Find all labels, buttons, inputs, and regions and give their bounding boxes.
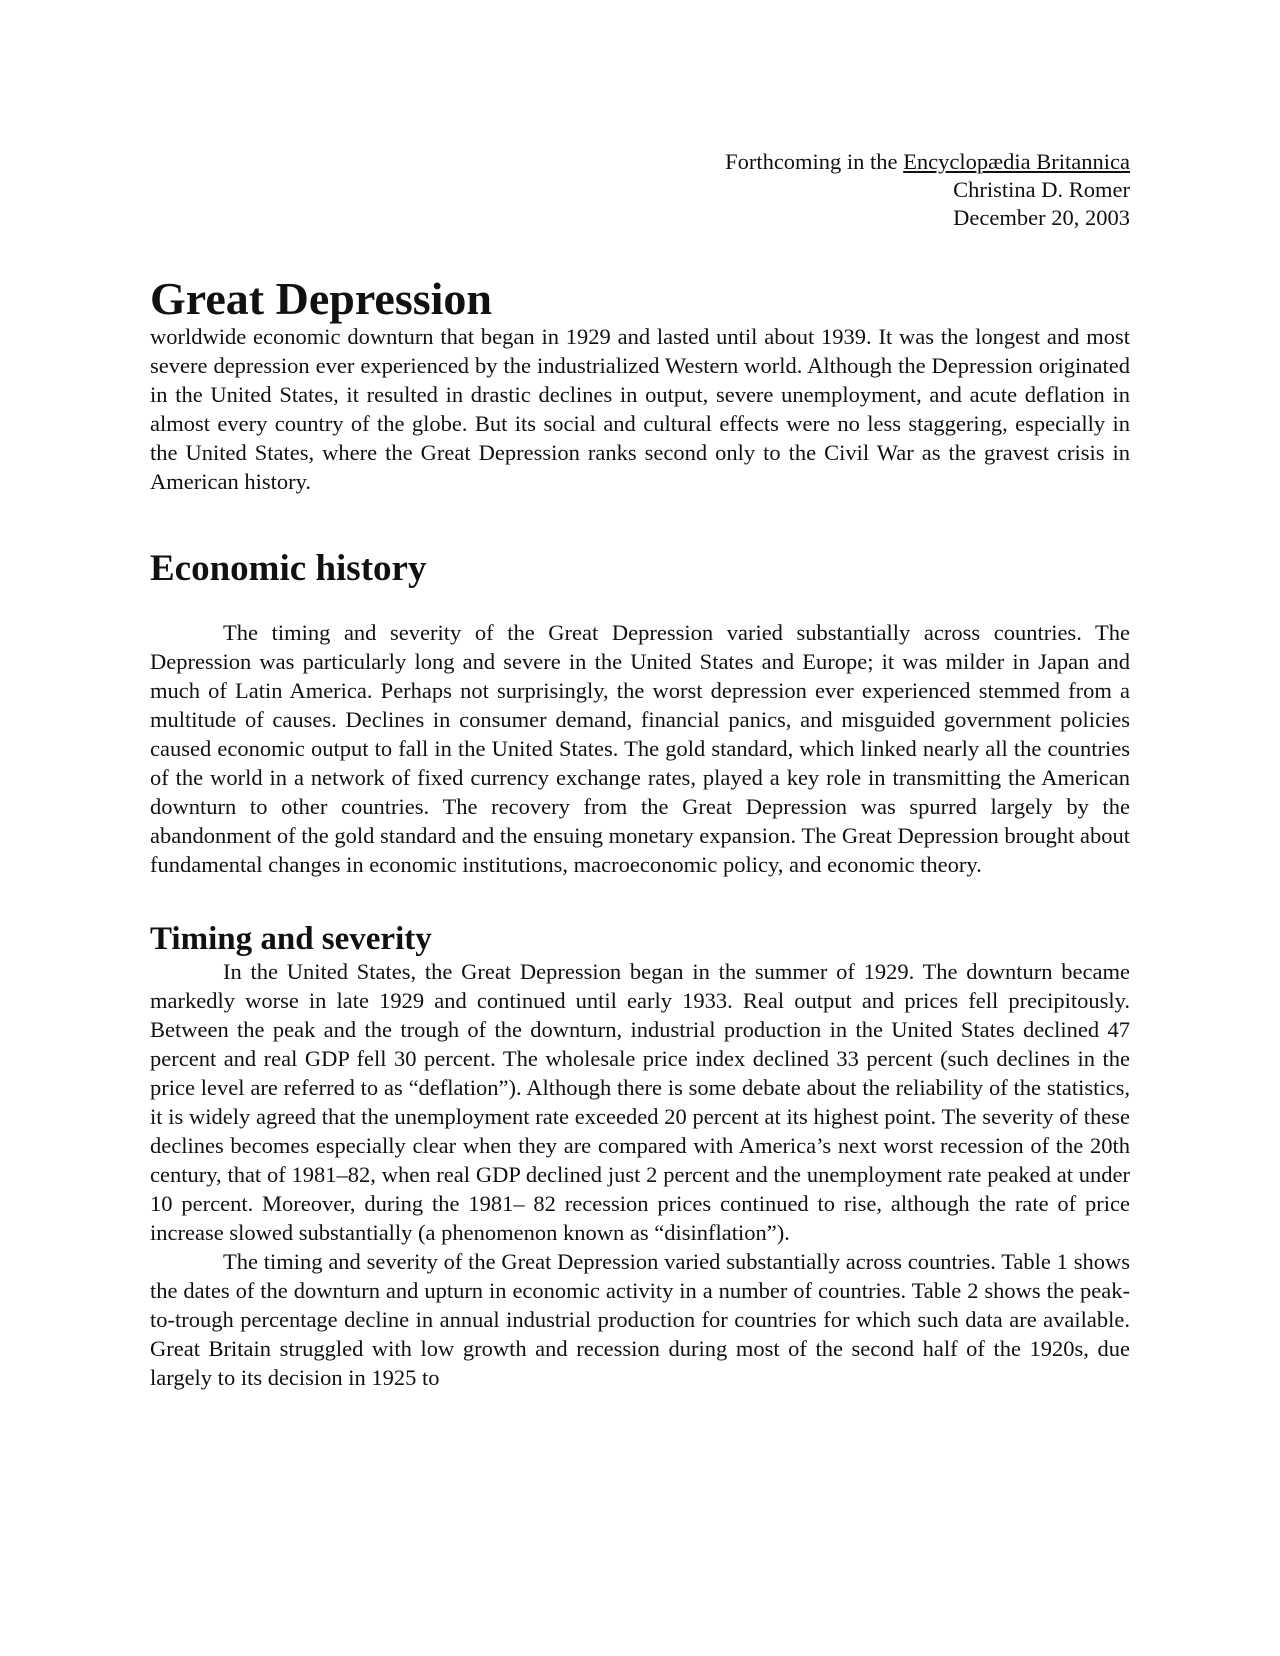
publication-prefix: Forthcoming in the [725, 149, 904, 174]
publication-header [150, 148, 1130, 232]
author-name: Christina D. Romer [953, 177, 1130, 202]
section-heading-timing-and-severity: Timing and severity [150, 921, 432, 957]
document-title: Great Depression [150, 273, 492, 324]
timing-paragraph-1: In the United States, the Great Depression began in the summer of 1929. The downturn became markedly worse in late 1929 and continued until early 1933. Real output and prices fell precipitously. Between the peak and the trough of the downturn, industrial production in the United States declined 47 percent and real GDP fell 30 percent. The wholesale price index declined 33 percent (such declines in the price level are referred to as “deflation”). Although there is some debate about the reliability of the statistics, it is widely agreed that the unemployment rate exceeded 20 percent at its highest point. The severity of these declines becomes especially clear when they are compared with America’s next worst recession of the 20th century, that of 1981–82, when real GDP declined just 2 percent and the unemployment rate peaked at under 10 percent. Moreover, during the 1981– 82 recession prices continued to rise, although the rate of price increase slowed substantially (a phenomenon known as “disinflation”). [150, 959, 1130, 1245]
publication-date: December 20, 2003 [953, 205, 1130, 230]
timing-paragraph-2: The timing and severity of the Great Depression varied substantially across countries. Table 1 shows the dates of the downturn and upturn in economic activity in a number of countries. Table 2 shows the peak-to-trough percentage decline in annual industrial production for countries for which such data are available. Great Britain struggled with low growth and recession during most of the second half of the 1920s, due largely to its decision in 1925 to [150, 1249, 1130, 1390]
intro-paragraph: worldwide economic downturn that began in 1929 and lasted until about 1939. It was the longest and most severe depression ever experienced by the industrialized Western world. Although the Depression originated in the United States, it resulted in drastic declines in output, severe unemployment, and acute deflation in almost every country of the globe. But its social and cultural effects were no less staggering, especially in the United States, where the Great Depression ranks second only to the Civil War as the gravest crisis in American history. [150, 324, 1130, 494]
document-page [150, 148, 1130, 1392]
economic-history-paragraph: The timing and severity of the Great Depression varied substantially across countries. The Depression was particularly long and severe in the United States and Europe; it was milder in Japan and much of Latin America. Perhaps not surprisingly, the worst depression ever experienced stemmed from a multitude of causes. Declines in consumer demand, financial panics, and misguided government policies caused economic output to fall in the United States. The gold standard, which linked nearly all the countries of the world in a network of fixed currency exchange rates, played a key role in transmitting the American downturn to other countries. The recovery from the Great Depression was spurred largely by the abandonment of the gold standard and the ensuing monetary expansion. The Great Depression brought about fundamental changes in economic institutions, macroeconomic policy, and economic theory. [150, 620, 1130, 877]
publication-line [150, 148, 1130, 176]
section-heading-economic-history: Economic history [150, 548, 427, 589]
publication-name: Encyclopædia Britannica [903, 149, 1130, 174]
